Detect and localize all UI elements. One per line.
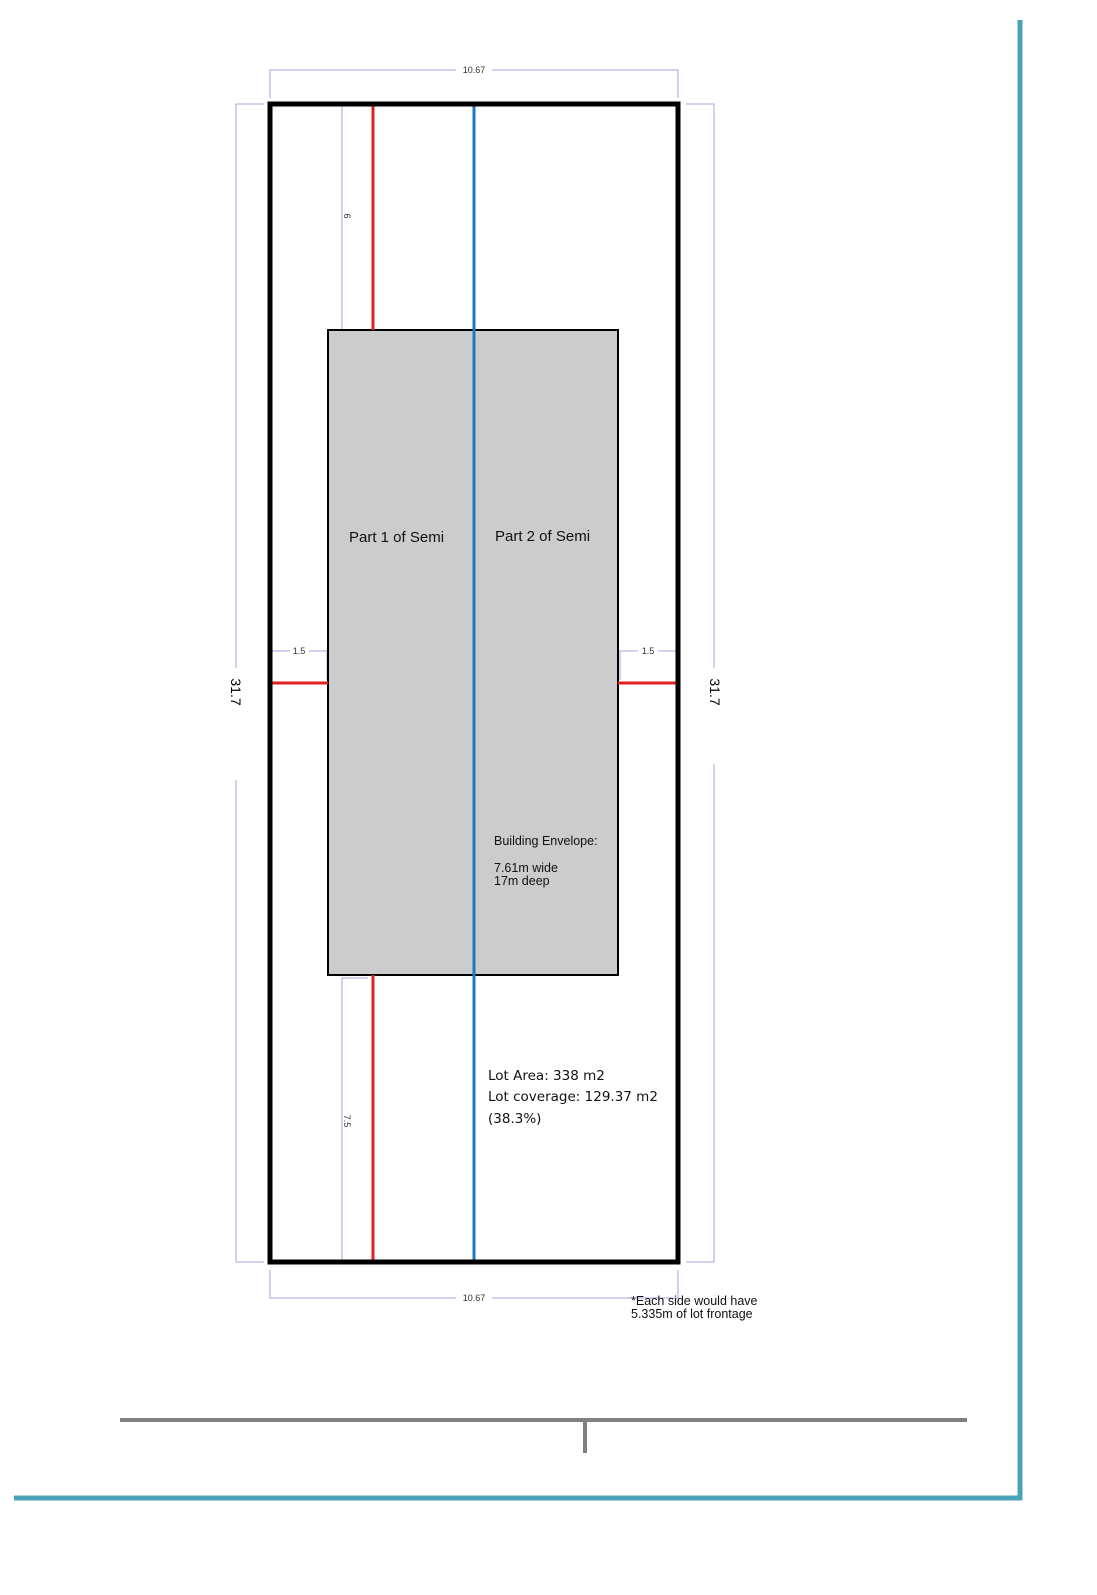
lot-area: Lot Area: 338 m2 xyxy=(488,1068,605,1084)
bottom-width-label: 10.67 xyxy=(462,1293,486,1303)
envelope-width: 7.61m wide xyxy=(494,861,558,875)
left-depth-label: 31.7 xyxy=(228,678,244,706)
lot-coverage-pct: (38.3%) xyxy=(488,1111,542,1127)
left-side-setback-label: 1.5 xyxy=(292,646,306,656)
footnote-line2: 5.335m of lot frontage xyxy=(631,1307,753,1321)
footnote-line1: *Each side would have xyxy=(631,1294,758,1308)
right-side-setback-label: 1.5 xyxy=(641,646,655,656)
rear-setback-label: 7.5 xyxy=(342,1114,352,1128)
top-width-label: 10.67 xyxy=(462,65,486,75)
front-setback-label: 6 xyxy=(342,213,352,219)
lot-coverage: Lot coverage: 129.37 m2 xyxy=(488,1089,658,1105)
part1-label: Part 1 of Semi xyxy=(349,529,445,546)
right-depth-label: 31.7 xyxy=(707,678,723,706)
part2-label: Part 2 of Semi xyxy=(495,528,591,545)
envelope-title: Building Envelope: xyxy=(494,834,598,848)
envelope-depth: 17m deep xyxy=(494,874,550,888)
